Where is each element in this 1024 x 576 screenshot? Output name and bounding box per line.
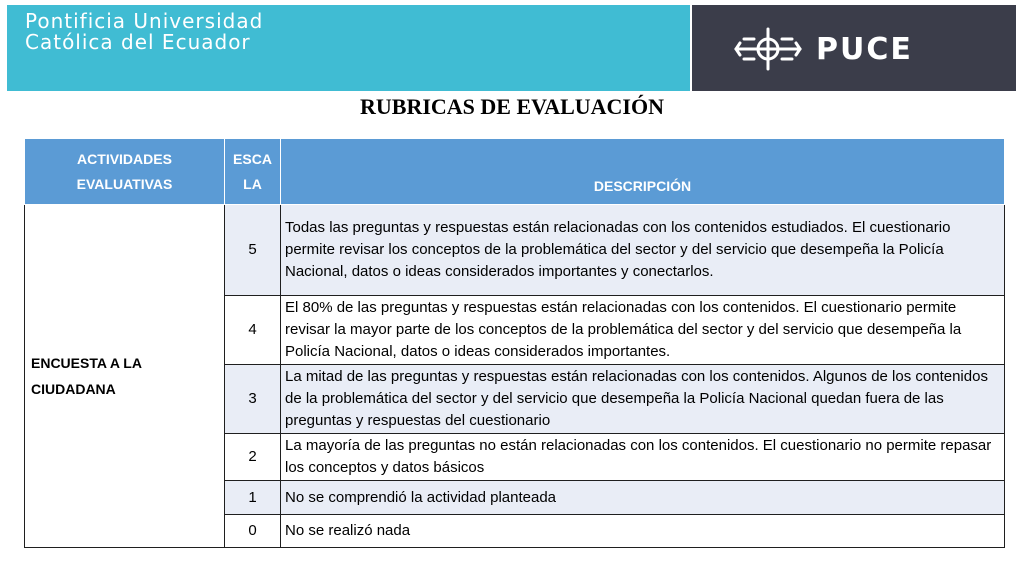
score-cell: 5 (225, 205, 281, 296)
header-activities-line2: EVALUATIVAS (76, 175, 173, 192)
table-row (25, 205, 1005, 296)
header-description: DESCRIPCIÓN (281, 139, 1005, 205)
description-cell: Todas las preguntas y respuestas están relacionadas con los contenidos estudiados. El cuestionario permite revisar los conceptos de la problemática del sector y del servicio que desempeña la Policía Nacional, datos o ideas considerados importantes y conectarlos. (281, 205, 1005, 296)
activity-cell (25, 205, 225, 548)
university-name-line2: Católica del Ecuador (25, 30, 251, 54)
description-cell: La mayoría de las preguntas no están relacionadas con los contenidos. El cuestionario no permite repasar los conceptos y datos básicos (281, 434, 1005, 481)
university-banner (7, 5, 690, 91)
header-scale (225, 139, 281, 205)
header-scale-line1: ESCA (233, 150, 272, 167)
score-cell: 1 (225, 481, 281, 515)
puce-emblem-icon (732, 25, 804, 73)
description-cell: No se realizó nada (281, 515, 1005, 548)
header-activities (25, 139, 225, 205)
score-cell: 0 (225, 515, 281, 548)
university-name (25, 11, 263, 53)
description-cell: No se comprendió la actividad planteada (281, 481, 1005, 515)
score-cell: 3 (225, 365, 281, 434)
description-cell: La mitad de las preguntas y respuestas están relacionadas con los contenidos. Algunos de los contenidos de la problemática del sector y del servicio que desempeña la Policía Nacional quedan fuera de las preguntas y respuestas del cuestionario (281, 365, 1005, 434)
header-activities-line1: ACTIVIDADES (77, 150, 172, 167)
description-cell: El 80% de las preguntas y respuestas están relacionadas con los contenidos. El cuestionario permite revisar la mayor parte de los conceptos de la problemática del sector y del servicio que desempeña la Policía Nacional, datos o ideas considerados importantes. (281, 296, 1005, 365)
puce-logo (732, 25, 913, 73)
score-cell: 4 (225, 296, 281, 365)
page-title: RUBRICAS DE EVALUACIÓN (360, 94, 664, 119)
activity-line1: ENCUESTA A LA (31, 355, 142, 371)
activity-line2: CIUDADANA (31, 381, 116, 397)
score-cell: 2 (225, 434, 281, 481)
university-name-line1: Pontificia Universidad (25, 9, 264, 33)
header-scale-line2: LA (243, 175, 262, 192)
table-header-row (25, 139, 1005, 205)
puce-logo-text: PUCE (816, 31, 913, 67)
rubric-table (24, 138, 1005, 548)
logo-banner (692, 5, 1016, 91)
